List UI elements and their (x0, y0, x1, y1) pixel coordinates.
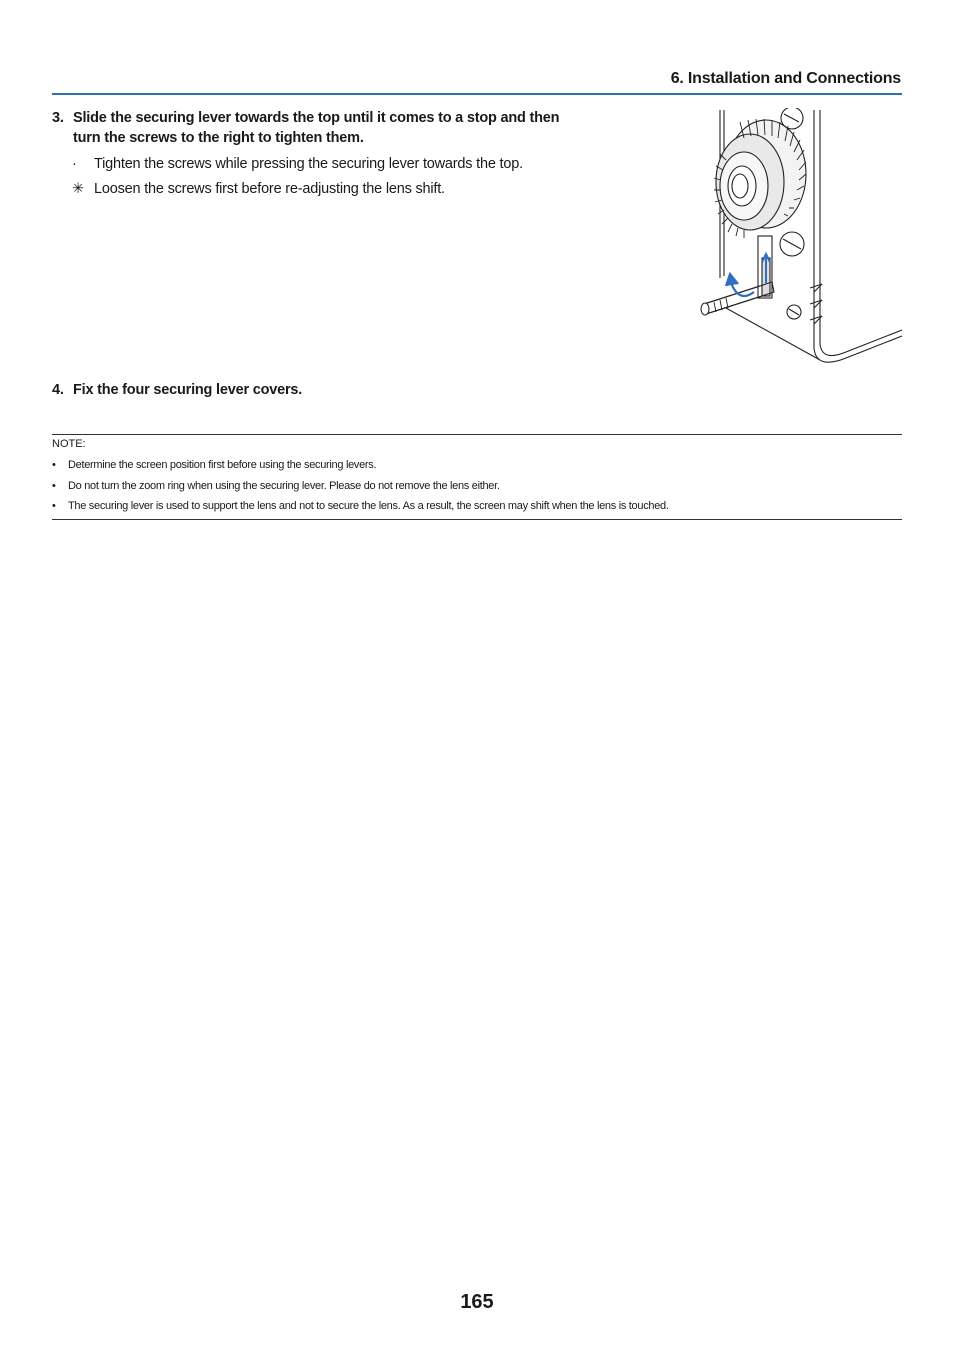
bullet-dot: • (52, 480, 56, 492)
note-text: Do not turn the zoom ring when using the securing lever. Please do not remove the lens either. (68, 480, 500, 492)
bullet-dot: • (52, 459, 56, 471)
bullet-text: Tighten the screws while pressing the securing lever towards the top. (94, 156, 523, 172)
step-3 (52, 108, 612, 148)
bullet-mark: · (72, 156, 77, 172)
note-top-rule (52, 434, 902, 435)
bullet-dot: • (52, 500, 56, 512)
page-number: 165 (460, 1291, 494, 1313)
note-label: NOTE: (52, 438, 86, 450)
projector-lens-drawing (696, 108, 904, 370)
step-number: 4. (52, 382, 64, 398)
step-text: Fix the four securing lever covers. (73, 382, 303, 398)
note-text: Determine the screen position first before using the securing levers. (68, 459, 377, 471)
note-text: The securing lever is used to support the lens and not to secure the lens. As a result, the screen may shift when the lens is touched. (68, 500, 669, 512)
step-4 (52, 380, 452, 400)
step-text-line-2: turn the screws to the right to tighten them. (73, 130, 364, 146)
header-rule (52, 93, 902, 95)
asterisk-mark: ✳ (72, 181, 84, 197)
note-bottom-rule (52, 519, 902, 520)
lens-securing-lever-illustration (696, 108, 904, 370)
section-title: 6. Installation and Connections (670, 70, 901, 87)
bullet-text: Loosen the screws first before re-adjusting the lens shift. (94, 181, 445, 197)
step-number: 3. (52, 110, 64, 126)
step-text-line-1: Slide the securing lever towards the top until it comes to a stop and then (73, 110, 560, 126)
